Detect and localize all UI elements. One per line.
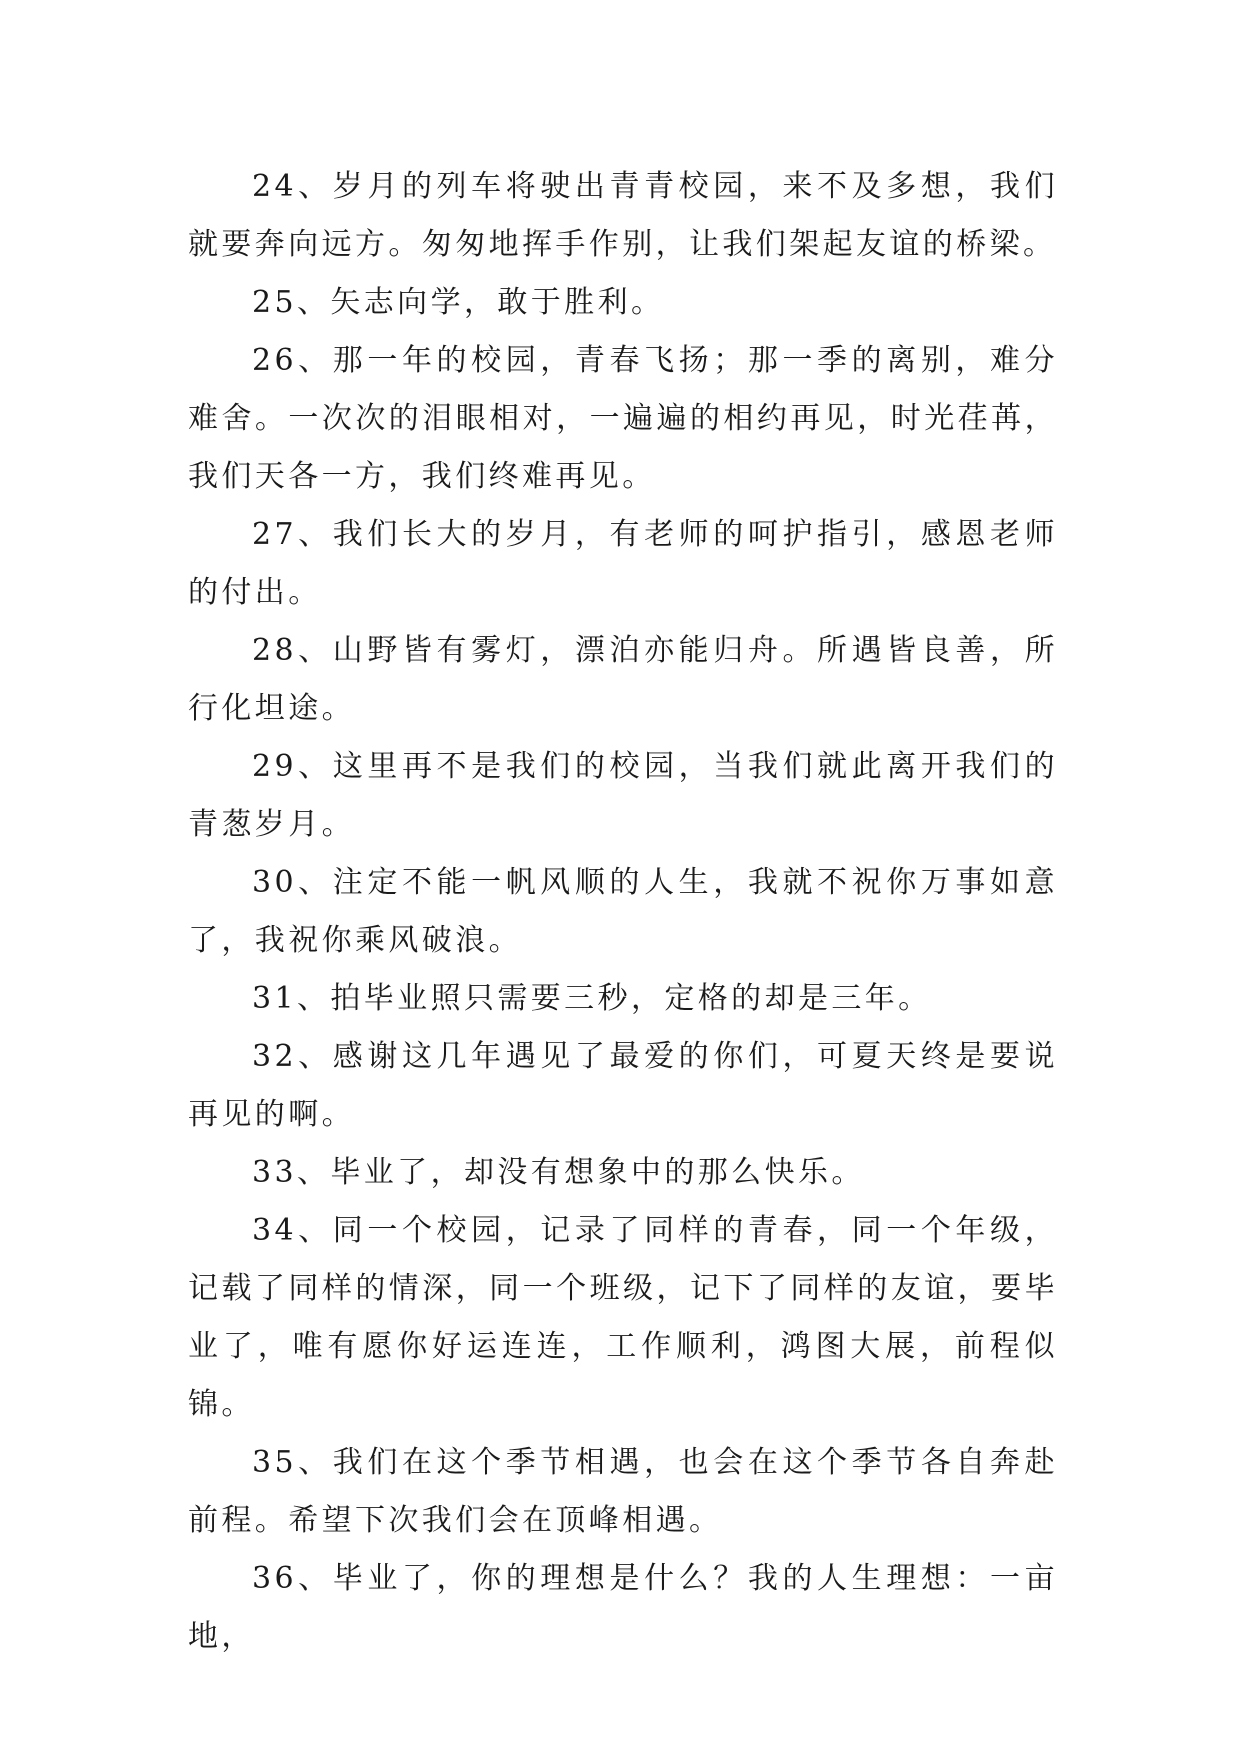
paragraph-25: 25、矢志向学，敢于胜利。 bbox=[252, 285, 665, 320]
paragraph-29: 29、这里再不是我们的校园，当我们就此离开我们的青葱岁月。 bbox=[188, 749, 1058, 842]
paragraph-28: 28、山野皆有雾灯，漂泊亦能归舟。所遇皆良善，所行化坦途。 bbox=[188, 633, 1058, 726]
document-body bbox=[188, 158, 1058, 1666]
paragraph-35: 35、我们在这个季节相遇，也会在这个季节各自奔赴前程。希望下次我们会在顶峰相遇。 bbox=[188, 1445, 1058, 1538]
paragraph-30: 30、注定不能一帆风顺的人生，我就不祝你万事如意了，我祝你乘风破浪。 bbox=[188, 865, 1058, 958]
paragraph-36: 36、毕业了，你的理想是什么？我的人生理想：一亩地， bbox=[188, 1561, 1058, 1654]
paragraph-33: 33、毕业了，却没有想象中的那么快乐。 bbox=[252, 1155, 865, 1190]
paragraph-32: 32、感谢这几年遇见了最爱的你们，可夏天终是要说再见的啊。 bbox=[188, 1039, 1058, 1132]
paragraph-24: 24、岁月的列车将驶出青青校园，来不及多想，我们就要奔向远方。匆匆地挥手作别，让我们架起友谊的桥梁。 bbox=[188, 169, 1058, 262]
paragraph-26: 26、那一年的校园，青春飞扬；那一季的离别，难分难舍。一次次的泪眼相对，一遍遍的相约再见，时光荏苒，我们天各一方，我们终难再见。 bbox=[188, 343, 1058, 494]
paragraph-31: 31、拍毕业照只需要三秒，定格的却是三年。 bbox=[252, 981, 932, 1016]
paragraph-27: 27、我们长大的岁月，有老师的呵护指引，感恩老师的付出。 bbox=[188, 517, 1058, 610]
paragraph-34: 34、同一个校园，记录了同样的青春，同一个年级，记载了同样的情深，同一个班级，记下了同样的友谊，要毕业了，唯有愿你好运连连，工作顺利，鸿图大展，前程似锦。 bbox=[188, 1213, 1058, 1422]
